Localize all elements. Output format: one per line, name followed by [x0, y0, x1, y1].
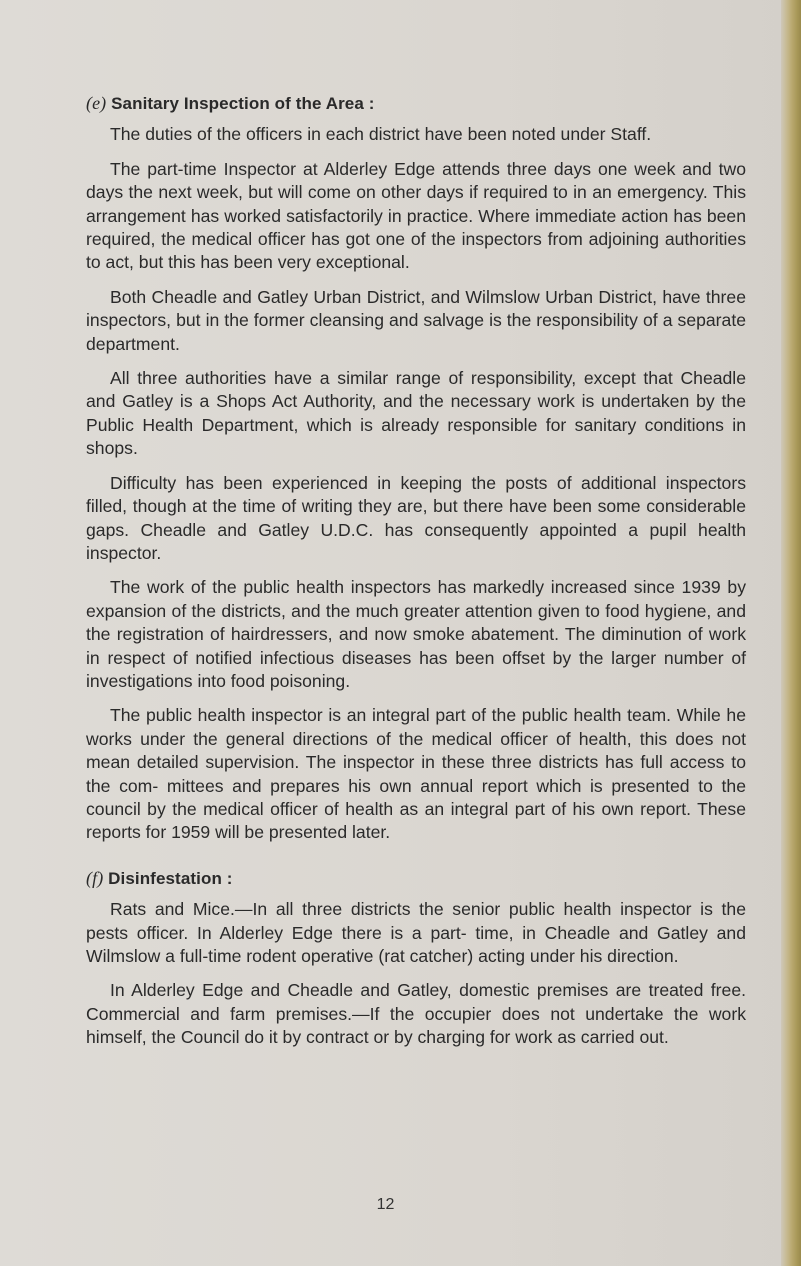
paragraph: The duties of the officers in each district have been noted under Staff. [110, 124, 652, 145]
paragraph: Both Cheadle and Gatley Urban District, and Wilmslow Urban District, have three inspectors, but in the former cleansing and salvage is the responsibility of a separate department. [86, 286, 746, 354]
paragraph: All three authorities have a similar range of responsibility, except that Cheadle and Gatley is a Shops Act Authority, and the necessary work is undertaken by the Public Health Department, which is already responsible for sanitary conditions in shops. [86, 368, 746, 459]
paragraph: The part-time Inspector at Alderley Edge attends three days one week and two days the next week, but will come on other days if required to in an emergency. This arrangement has worked satisfactorily in practice. Where immediate action has been required, the medical officer has got one of the inspectors from adjoining authorities to act, but this has been very exceptional. [86, 158, 746, 273]
section-title-f: Disinfestation : [108, 868, 233, 888]
section-heading-e [86, 92, 746, 115]
paragraph: Rats and Mice.—In all three districts the senior public health inspector is the pests officer. In Alderley Edge there is a part- time, in Cheadle and Gatley and Wilmslow a full-time rodent operative (rat catcher) acting under his direction. [86, 899, 746, 966]
paragraph: The public health inspector is an integral part of the public health team. While he works under the general directions of the medical officer of health, this does not mean detailed supervision. The inspector in these three districts has full access to the com- mittees and prepares his own annual report which is presented to the council by the medical officer of health as an integral part of his own report. These reports for 1959 will be presented later. [86, 705, 746, 843]
page-edge-shadow [781, 0, 801, 1266]
section-heading-f [86, 867, 746, 890]
page-content [86, 92, 746, 1061]
paragraph: In Alderley Edge and Cheadle and Gatley, domestic premises are treated free. Commercial and farm premises.—If the occupier does not undertake the work himself, the Council do it by contract or by charging for work as carried out. [86, 980, 746, 1048]
paragraph: Difficulty has been experienced in keeping the posts of additional inspectors filled, though at the time of writing they are, but there have been some considerable gaps. Cheadle and Gatley U.D.C. has consequently appointed a pupil health inspector. [86, 472, 746, 563]
section-title-e: Sanitary Inspection of the Area : [111, 94, 375, 113]
paragraph: The work of the public health inspectors has markedly increased since 1939 by expansion of the districts, and the much greater attention given to food hygiene, and the registration of hairdressers, and now smoke abatement. The diminution of work in respect of notified infectious diseases has been offset by the larger number of investigations into food poisoning. [86, 577, 746, 691]
section-marker-f: (f) [86, 867, 104, 888]
page-number: 12 [376, 1196, 395, 1213]
section-marker-e: (e) [86, 93, 107, 113]
